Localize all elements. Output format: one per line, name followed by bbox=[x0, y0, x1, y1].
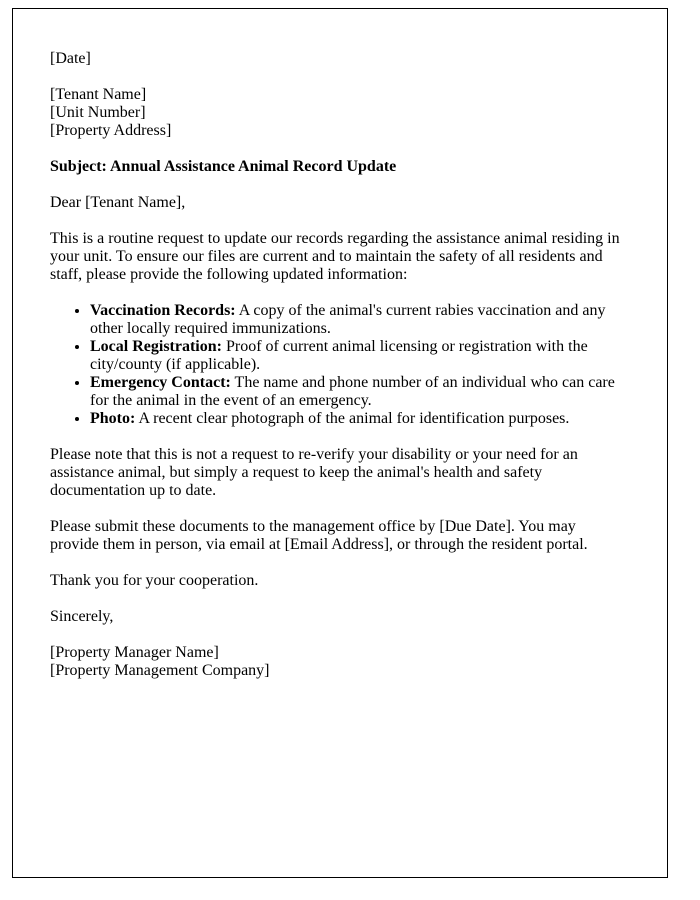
recipient-name: [Tenant Name] bbox=[50, 86, 147, 103]
bullet-text: A copy of the animal's current rabies vaccination and any other locally required immunizations. bbox=[90, 302, 606, 337]
bullet-label: Photo: bbox=[90, 410, 136, 427]
bullet-label: Vaccination Records: bbox=[90, 302, 236, 319]
salutation: Dear [Tenant Name], bbox=[50, 194, 186, 211]
submission-paragraph: Please submit these documents to the management office by [Due Date]. You may provide them in person, via email at [Email Address], or through the resident portal. bbox=[50, 518, 588, 553]
bullet-text: Proof of current animal licensing or registration with the city/county (if applicable). bbox=[90, 338, 588, 373]
bullet-text: The name and phone number of an individual who can care for the animal in the event of an emergency. bbox=[90, 374, 615, 409]
list-item bbox=[90, 302, 627, 338]
requirements-list bbox=[50, 302, 627, 428]
thanks-line: Thank you for your cooperation. bbox=[50, 572, 259, 589]
intro-paragraph: This is a routine request to update our records regarding the assistance animal residing in your unit. To ensure our files are current and to maintain the safety of all residents and staff, please provide the following updated information: bbox=[50, 230, 620, 283]
note-paragraph: Please note that this is not a request to re-verify your disability or your need for an assistance animal, but simply a request to keep the animal's health and safety documentation up to date. bbox=[50, 446, 578, 499]
subject-line: Subject: Annual Assistance Animal Record Update bbox=[50, 158, 397, 175]
recipient-unit: [Unit Number] bbox=[50, 104, 146, 121]
list-item bbox=[90, 410, 627, 428]
date-placeholder: [Date] bbox=[50, 50, 91, 67]
signature-block bbox=[50, 644, 627, 680]
recipient-address: [Property Address] bbox=[50, 122, 172, 139]
list-item bbox=[90, 338, 627, 374]
bullet-label: Emergency Contact: bbox=[90, 374, 231, 391]
list-item bbox=[90, 374, 627, 410]
signature-manager: [Property Manager Name] bbox=[50, 644, 219, 661]
closing-line: Sincerely, bbox=[50, 608, 114, 625]
bullet-label: Local Registration: bbox=[90, 338, 222, 355]
letter-content bbox=[13, 9, 667, 680]
letter-page bbox=[12, 8, 668, 878]
bullet-text: A recent clear photograph of the animal for identification purposes. bbox=[135, 410, 570, 427]
recipient-block bbox=[50, 86, 627, 140]
signature-company: [Property Management Company] bbox=[50, 662, 270, 679]
